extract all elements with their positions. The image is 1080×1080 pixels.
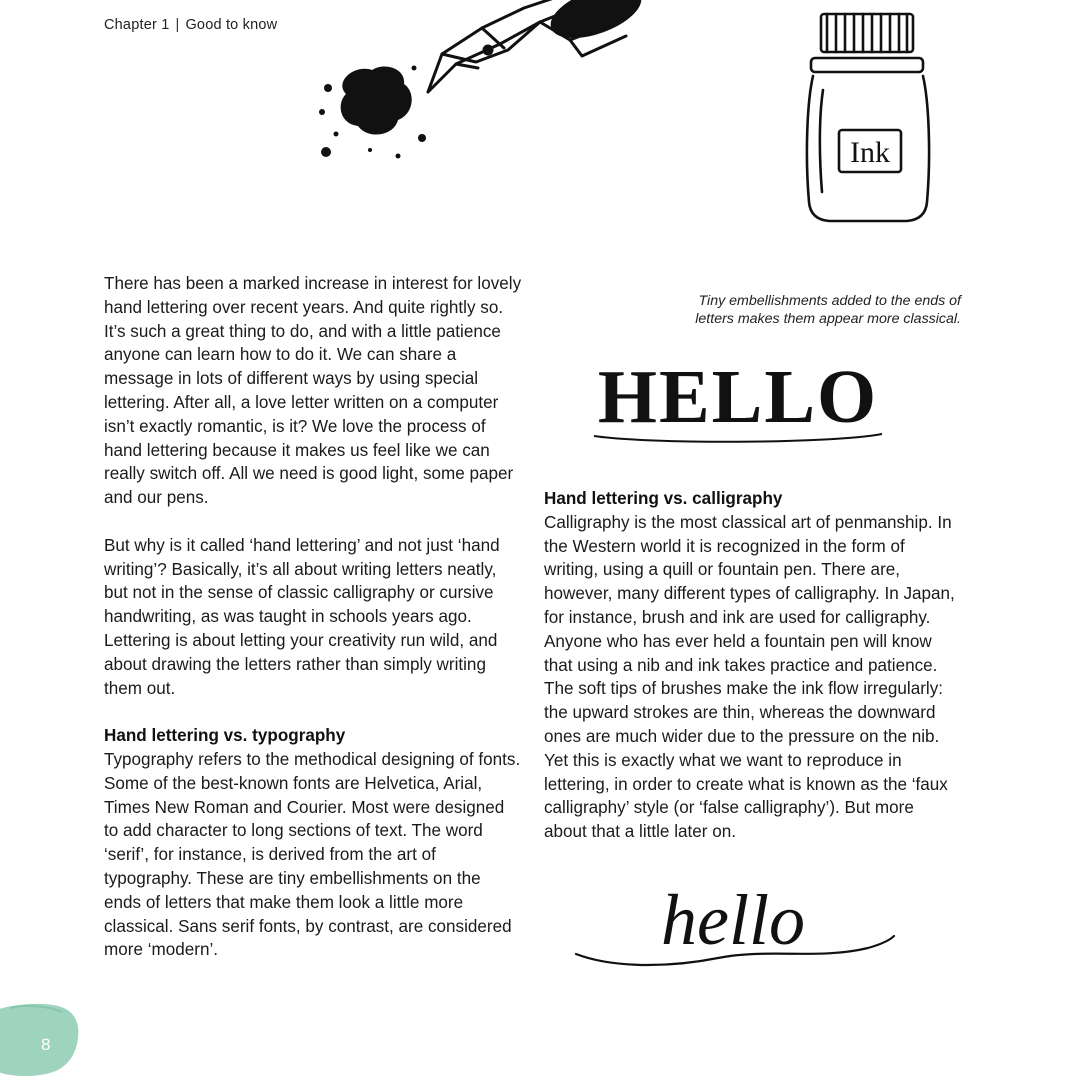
ink-bottle-label: Ink (850, 136, 890, 169)
left-paragraph-3: Typography refers to the methodical designing of fonts. Some of the best-known fonts are Helvetica, Arial, Times New Roman and Courier. Most were designed to add character to long sections of text. The word ‘serif’, for instance, is derived from the art of typography. These are tiny embellishments on the ends of letters that make them look a little more classical. Sans serif fonts, by contrast, are considered more ‘modern’. (104, 749, 521, 960)
page-number: 8 (41, 1035, 51, 1054)
running-head-separator: | (175, 17, 180, 33)
right-paragraph-1: Calligraphy is the most classical art of penmanship. In the Western world it is recognized in the form of writing, using a quill or fountain pen. There are, however, many different types of calligraphy. In Japan, for instance, brush and ink are used for calligraphy. Anyone who has ever held a fountain pen will know that using a nib and ink takes practice and patience. The soft tips of brushes make the ink flow irregularly: the upward strokes are thin, whereas the downward ones are much wider due to the pressure on the nib. Yet this is exactly what we want to reproduce in lettering, in order to create what is known as the ‘faux calligraphy’ style (or ‘false calligraphy’). But more about that a little later on. (544, 512, 955, 842)
right-text-column (544, 487, 956, 844)
ink-bottle-illustration (795, 6, 945, 236)
hello-script-text: hello (661, 880, 805, 960)
hello-uppercase-text: HELLO (597, 355, 879, 439)
ink-splatter-icon (310, 52, 440, 167)
hand-lettered-hello-script (568, 862, 898, 982)
hand-lettered-hello-uppercase (588, 350, 888, 450)
left-text-column (104, 272, 522, 962)
right-subheading: Hand lettering vs. calligraphy (544, 489, 783, 508)
left-subheading: Hand lettering vs. typography (104, 726, 346, 746)
figure-caption: Tiny embellishments added to the ends of letters makes them appear more classical. (695, 293, 961, 327)
left-paragraph-2: But why is it called ‘hand lettering’ and not just ‘hand writing’? Basically, it’s all about writing letters neatly, but not in the sense of classic calligraphy or cursive handwriting, as was taught in schools years ago. Lettering is about letting your creativity run wild, and about drawing the letters rather than simply writing them out. (104, 535, 500, 698)
running-head-section: Good to know (185, 17, 278, 33)
running-head (104, 17, 277, 33)
fountain-pen-nib-icon (420, 0, 670, 102)
left-paragraph-1: There has been a marked increase in interest for lovely hand lettering over recent years. And quite rightly so. It’s such a great thing to do, and with a little patience anyone can learn how to do it. We can share a message in lots of different ways by using special lettering. After all, a love letter written on a computer isn’t exactly romantic, is it? We love the process of hand lettering because it makes us feel like we can really switch off. All we need is good light, some paper and our pens. (104, 274, 522, 508)
running-head-chapter: Chapter 1 (104, 17, 170, 33)
